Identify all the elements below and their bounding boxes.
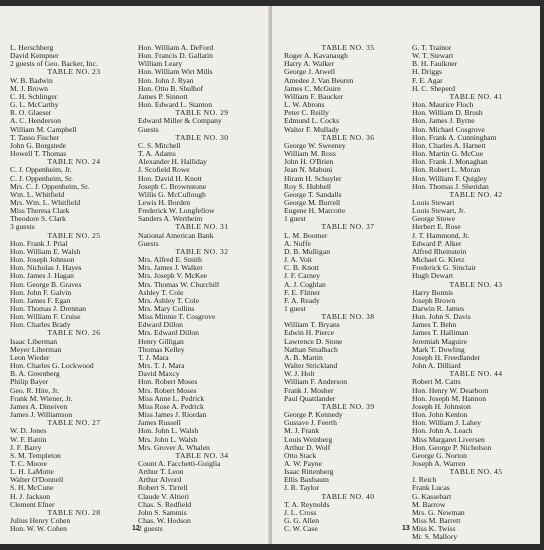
guest-name: F. E. Flitner [284,287,321,297]
guest-name: Mrs. John L. Walsh [138,434,198,444]
guest-name: Hon. George P. Nicholson [412,442,492,452]
guest-name: L. W. Abrons [284,100,325,110]
guest-name: Hon. John F. Galvin [10,287,72,297]
guest-name: Mrs. James J. Walker [138,263,203,273]
table-heading: TABLE NO. 32 [175,246,229,256]
guest-name: S. M. Templeton [10,450,61,460]
guest-name: W. F. Battin [10,434,47,444]
guest-name: C. S. Mitchell [138,140,181,150]
guest-name: Mrs. G. Newman [412,507,465,517]
guest-name: G. G. Allen [284,516,320,526]
guest-name: Wm. L. Whitfield [10,189,65,199]
guest-name: Edmund L. Cocks [284,116,340,126]
guest-name: Hugh Dewart [412,271,454,281]
guest-name: John G. Borgstede [10,140,67,150]
guest-name: Miss Theresa Clark [10,206,70,216]
guest-name: Guests [138,124,159,134]
guest-name: Herbert E. Rose [412,222,461,232]
guest-name: Hon. Michael Cosgrove [412,124,485,134]
guest-name: C. B. Knott [284,263,320,273]
guest-name: T. Tasso Fischer [10,132,60,142]
guest-name: H. J. Jackson [10,491,51,501]
guest-name: John H. O'Brien [284,157,334,167]
guest-name: William T. Bryans [284,320,340,330]
guest-name: Isaac Rittenberg [284,467,334,477]
guest-name: George P. Kennedy [284,410,343,420]
guest-name: Hiram H. Schuyler [284,173,342,183]
guest-name: T. J. Mara [138,352,169,362]
guest-name: J. Reich [412,475,437,485]
guest-name: Louis Weinberg [284,434,333,444]
guest-name: Hon. Frank A. Cunningham [412,132,497,142]
guest-name: Count A. Facchetti-Guiglia [138,458,221,468]
guest-name: Hon. William F. Cruise [10,312,81,322]
guest-name: Ellis Baxbaum [284,475,329,485]
guest-name: T. C. Moore [10,458,47,468]
table-heading: TABLE NO. 39 [321,401,375,411]
guest-name: George M. Burrell [284,197,341,207]
guest-name: Hon. Joseph M. Hannon [412,393,487,403]
guest-name: Robert S. Tirrell [138,483,188,493]
guest-name: J. R. Taylor [284,483,320,493]
guest-name: Mrs. Robert Moses [138,385,197,395]
guest-name: Julius Henry Cohen [10,516,71,526]
table-heading: TABLE NO. 44 [449,369,503,379]
guest-name: Hon. Edward L. Stanton [138,100,213,110]
guest-name: Mrs. Edward Dillon [138,328,199,338]
guest-name: Edward P. Alker [412,238,462,248]
guest-name: Ashley T. Cole [138,287,184,297]
guest-name: James P. Sinnott [138,91,188,101]
guest-name: C. J. Oppenheim, Jr. [10,165,72,175]
guest-name: Harry A. Walker [284,59,335,69]
guest-name: T. A. Reynolds [284,499,330,509]
guest-name: Hon. Charles A. Harnett [412,140,486,150]
guest-name: Theodore S. Clark [10,214,66,224]
guest-name: Hon. Frank J. Monaghan [412,157,488,167]
guest-name: John S. Sammis [138,507,187,517]
guest-name: Alfred Rheinstein [412,246,467,256]
guest-name: Guests [138,238,159,248]
guest-name: William M. Ross [284,149,336,159]
guest-name: L. H. LaMotte [10,467,54,477]
guest-name: Hon. Francis D. Gallatin [138,51,213,61]
guest-name: Nathan Smalbach [284,344,338,354]
guest-name: James T. Halliman [412,328,469,338]
guest-name: David Kempner [10,51,59,61]
guest-name: Walter F. Mullady [284,124,340,134]
left-page-column-2 [138,44,262,533]
guest-name: Hon. William E. Walsh [10,246,81,256]
guest-name: Mrs. Ashley T. Cole [138,295,200,305]
guest-name: George J. Atwell [284,67,336,77]
guest-name: Hon. John A. Leach [412,426,473,436]
guest-name: Hon. William F. Quigley [412,173,488,183]
guest-name: David Maxcy [138,369,180,379]
guest-name: James C. McGuire [284,83,341,93]
left-page-column-1 [10,44,134,533]
guest-name: William M. Campbell [10,124,77,134]
guest-name: Henry Gilligan [138,336,184,346]
guest-name: M. Barrow [412,499,446,509]
guest-name: Roy S. Hubbell [284,181,332,191]
guest-name: L. M. Boomer [284,230,328,240]
guest-name: George T. Sandalls [284,189,342,199]
guest-name: J. Scofield Rowe [138,165,190,175]
guest-name: Hon. William D. Brush [412,108,483,118]
table-heading: TABLE NO. 24 [47,157,101,167]
guest-name: G. L. McCarthy [10,100,59,110]
guest-name: 1 guest [284,304,306,313]
guest-name: Frank M. Wiener, Jr. [10,393,73,403]
guest-name: J. F. Barry [10,442,42,452]
guest-name: M. J. Frank [284,426,320,436]
guest-name: Hon. Nicholas J. Hayes [10,263,82,273]
guest-name: F. A. Ready [284,295,320,305]
guest-name: J. A. Voit [284,255,312,265]
guest-name: Howell T. Thomas [10,149,67,159]
guest-name: Hon. William J. Lahey [412,418,481,428]
guest-name: Isaac Liberman [10,336,58,346]
guest-name: Robert M. Catts [412,377,461,387]
guest-name: Hon. John J. Ryan [138,75,194,85]
guest-name: Mrs. Joseph V. McKee [138,271,208,281]
guest-name: T. A. Adams [138,149,176,159]
guest-name: Eugene H. Marcotte [284,206,346,216]
guest-name: Louis Stewart, Jr. [412,206,466,216]
guest-name: Frank J. Mosher [284,385,334,395]
guest-name: Otto Stack [284,450,317,460]
guest-name: Hon. George B. Graves [10,279,82,289]
guest-name: James A. Dineiven [10,401,68,411]
table-heading: TABLE NO. 34 [175,450,229,460]
guest-name: Hon. Thomas J. Drennan [10,304,86,313]
guest-name: Leon Wieder [10,352,50,362]
guest-name: Joseph C. Brownstone [138,181,207,191]
guest-name: Hon. Otto B. Shulhof [138,83,204,93]
guest-name: Mrs. Alfred E. Smith [138,255,202,265]
table-heading: TABLE NO. 42 [449,189,503,199]
table-heading: TABLE NO. 35 [321,43,375,52]
guest-name: Hon. Joseph Johnson [10,255,75,265]
right-page [272,6,540,544]
guest-name: J. F. Carney [284,271,321,281]
guest-name: Miss James J. Riordan [138,410,207,420]
guest-name: C. W. Case [284,524,318,534]
guest-name: A. Nuffe [284,238,311,248]
table-heading: TABLE NO. 23 [47,67,101,77]
guest-name: Frank Lucas [412,483,450,493]
guest-name: Louis Stewart [412,197,455,207]
guest-name: R. O. Glaeser [10,108,52,118]
guest-name: Joseph Brown [412,295,456,305]
guest-name: Hon. John Kenlon [412,410,468,420]
guest-name: Gustave J. Feerth [284,418,337,428]
guest-name: J. T. Hammond, Jr. [412,230,470,240]
guest-name: William Leary [138,59,183,69]
guest-name: Hon. Charles Brady [10,320,71,330]
guest-name: Miss Margaret Liversen [412,434,485,444]
guest-name: Sanders A. Wertheim [138,214,203,224]
guest-name: Mrs. Mary Collins [138,304,195,313]
guest-name: Alexander H. Halliday [138,157,207,167]
guest-name: G. Kassebart [412,491,452,501]
guest-name: Mr. S. Mallory [412,532,458,542]
guest-name: Hon. Charles G. Lockwood [10,361,94,371]
guest-name: Mrs. Thomas W. Churchill [138,279,220,289]
guest-name: M. J. Brown [10,83,48,93]
guest-name: A. J. Coghlan [284,279,326,289]
guest-name: Arthur D. Wolf [284,442,331,452]
guest-name: Arthur T. Leon [138,467,184,477]
guest-name: Hon. William A. DeFord [138,43,214,52]
guest-name: Miss Rose A. Pedrick [138,401,204,411]
guest-name: Clement Efner [10,499,55,509]
guest-name: Mrs. Grover A. Whalen [138,442,210,452]
guest-name: Mark T. Dowling [412,344,465,354]
guest-name: Edward Miller & Company [138,116,222,126]
guest-name: George G. Norton [412,450,467,460]
table-heading: TABLE NO. 28 [47,507,101,517]
guest-name: National American Bank [138,230,214,240]
guest-name: Philip Bayer [10,377,49,387]
table-heading: TABLE NO. 45 [449,467,503,477]
guest-name: Hon. Henry W. Dearborn [412,385,489,395]
guest-name: A. W. Payne [284,458,322,468]
guest-name: Hon. David H. Knott [138,173,202,183]
guest-name: Miss Minnie T. Cosgrove [138,312,216,322]
guest-name: Hon. Robert Moses [138,377,198,387]
guest-name: Hon. Martin G. McCue [412,149,484,159]
guest-name: Hon. Maurice Floch [412,100,474,110]
guest-name: A. C. Henderson [10,116,62,126]
guest-name: Hon. John L. Walsh [138,426,199,436]
right-page-column-2 [412,44,536,542]
guest-name: Hon. Robert L. Moran [412,165,481,175]
guest-name: Paul Quattlander [284,393,336,403]
table-heading: TABLE NO. 31 [175,222,229,232]
guest-name: J. L. Cross [284,507,317,517]
guest-name: Amedee J. Van Beuren [284,75,354,85]
table-heading: TABLE NO. 37 [321,222,375,232]
guest-name: Willis G. McCullough [138,189,206,199]
guest-name: William F. Baucker [284,91,344,101]
guest-name: L. Herschberg [10,43,54,52]
guest-name: Joseph H. Freedlander [412,352,481,362]
guest-name: Mrs. T. J. Mara [138,361,185,371]
table-heading: TABLE NO. 40 [321,491,375,501]
guest-name: James J. Williamson [10,410,73,420]
guest-name: Frederick G. Sinclair [412,263,476,273]
guest-name: C. J. Oppenheim, Sr. [10,173,74,183]
guest-name: B. A. Greenberg [10,369,60,379]
guest-name: Geo. R. Hite, Jr. [10,385,60,395]
guest-name: B. H. Faulkner [412,59,458,69]
table-heading: TABLE NO. 38 [321,312,375,322]
guest-name: Walter O'Donnell [10,475,64,485]
guest-name: Chas. S. Redfield [138,499,192,509]
guest-name: John A. Dilliard [412,361,461,371]
guest-name: Edwin H. Pierce [284,328,334,338]
table-heading: TABLE NO. 41 [449,91,503,101]
guest-name: Walter Strickland [284,361,338,371]
guest-name: 1 guest [284,214,306,224]
table-heading: TABLE NO. 43 [449,279,503,289]
guest-name: Peter C. Reilly [284,108,329,118]
guest-name: H. C. Sheperd [412,83,456,93]
guest-name: H. Driggs [412,67,442,77]
guest-name: Roger A. Kavanaugh [284,51,348,61]
guest-name: Joseph A. Warren [412,458,466,468]
guest-name: F. E. Agar [412,75,443,85]
guest-name: Hon. James F. Egan [10,295,71,305]
guest-name: Edward Dillon [138,320,183,330]
guest-name: Lewis H. Borden [138,197,191,207]
guest-name: S. H. McCune [10,483,54,493]
guest-name: A. B. Martin [284,352,323,362]
table-heading: TABLE NO. 27 [47,418,101,428]
guest-name: Hon. James J. Byrne [412,116,475,126]
guest-name: Mrs. C. J. Oppenheim, Sr. [10,181,90,191]
guest-name: Mrs. Wm. L. Whitfield [10,197,81,207]
guest-name: Harry Bonnis [412,287,454,297]
table-heading: TABLE NO. 30 [175,132,229,142]
guest-name: G. T. Trainor [412,43,452,52]
guest-name: Hon. John S. Davis [412,312,471,322]
guest-name: W. J. Holt [284,369,315,379]
guest-name: Hon. James J. Hagan [10,271,74,281]
left-page [0,6,270,544]
guest-name: Hon. Frank J. Prial [10,238,68,248]
guest-name: 2 guests [138,524,163,534]
page-number: 12 [132,525,140,532]
guest-name: James Russell [138,418,181,428]
table-heading: TABLE NO. 25 [47,230,101,240]
guest-name: Michael G. Kletz [412,255,465,265]
guest-name: George W. Sweeney [284,140,346,150]
guest-name: Claude V. Altieri [138,491,189,501]
table-heading: TABLE NO. 29 [175,108,229,118]
guest-name: George Stowe [412,214,456,224]
guest-name: Hon. W. W. Cohen [10,524,67,534]
guest-name: William F. Anderson [284,377,347,387]
guest-name: W. B. Badwin [10,75,53,85]
guest-name: Hon. William Wirt Mills [138,67,213,77]
guest-name: Arthur Alvord [138,475,182,485]
guest-name: Jeremiah Maguire [412,336,468,346]
guest-name: Miss M. Barrett [412,516,461,526]
table-heading: TABLE NO. 26 [47,328,101,338]
guest-name: 3 guests [10,222,35,232]
page-number: 13 [402,525,410,532]
guest-name: Thomas Kelley [138,344,185,354]
table-heading: TABLE NO. 36 [321,132,375,142]
guest-name: Darwin R. James [412,304,465,313]
guest-name: C. H. Schlinger [10,91,58,101]
guest-name: W. D. Jones [10,426,47,436]
guest-name: Joseph H. Johnston [412,401,471,411]
guest-name: James T. Behn [412,320,457,330]
guest-name: Miss Anne L. Pedrick [138,393,205,403]
guest-name: Meyer Liberman [10,344,62,354]
guest-name: Chas. W. Hodson [138,516,191,526]
guest-name: Frederick W. Longfellow [138,206,215,216]
guest-name: Miss K. Twiss [412,524,456,534]
guest-name: W. T. Stewart [412,51,454,61]
guest-name: Jean N. Mabuni [284,165,333,175]
guest-name: D. B. Mulligan [284,246,330,256]
guest-name: 2 guests of Geo. Backer, Inc. [10,59,98,69]
guest-name: Hon. Thomas J. Sheridan [412,181,489,191]
guest-name: Lawrence D. Stone [284,336,343,346]
right-page-column-1 [284,44,408,533]
